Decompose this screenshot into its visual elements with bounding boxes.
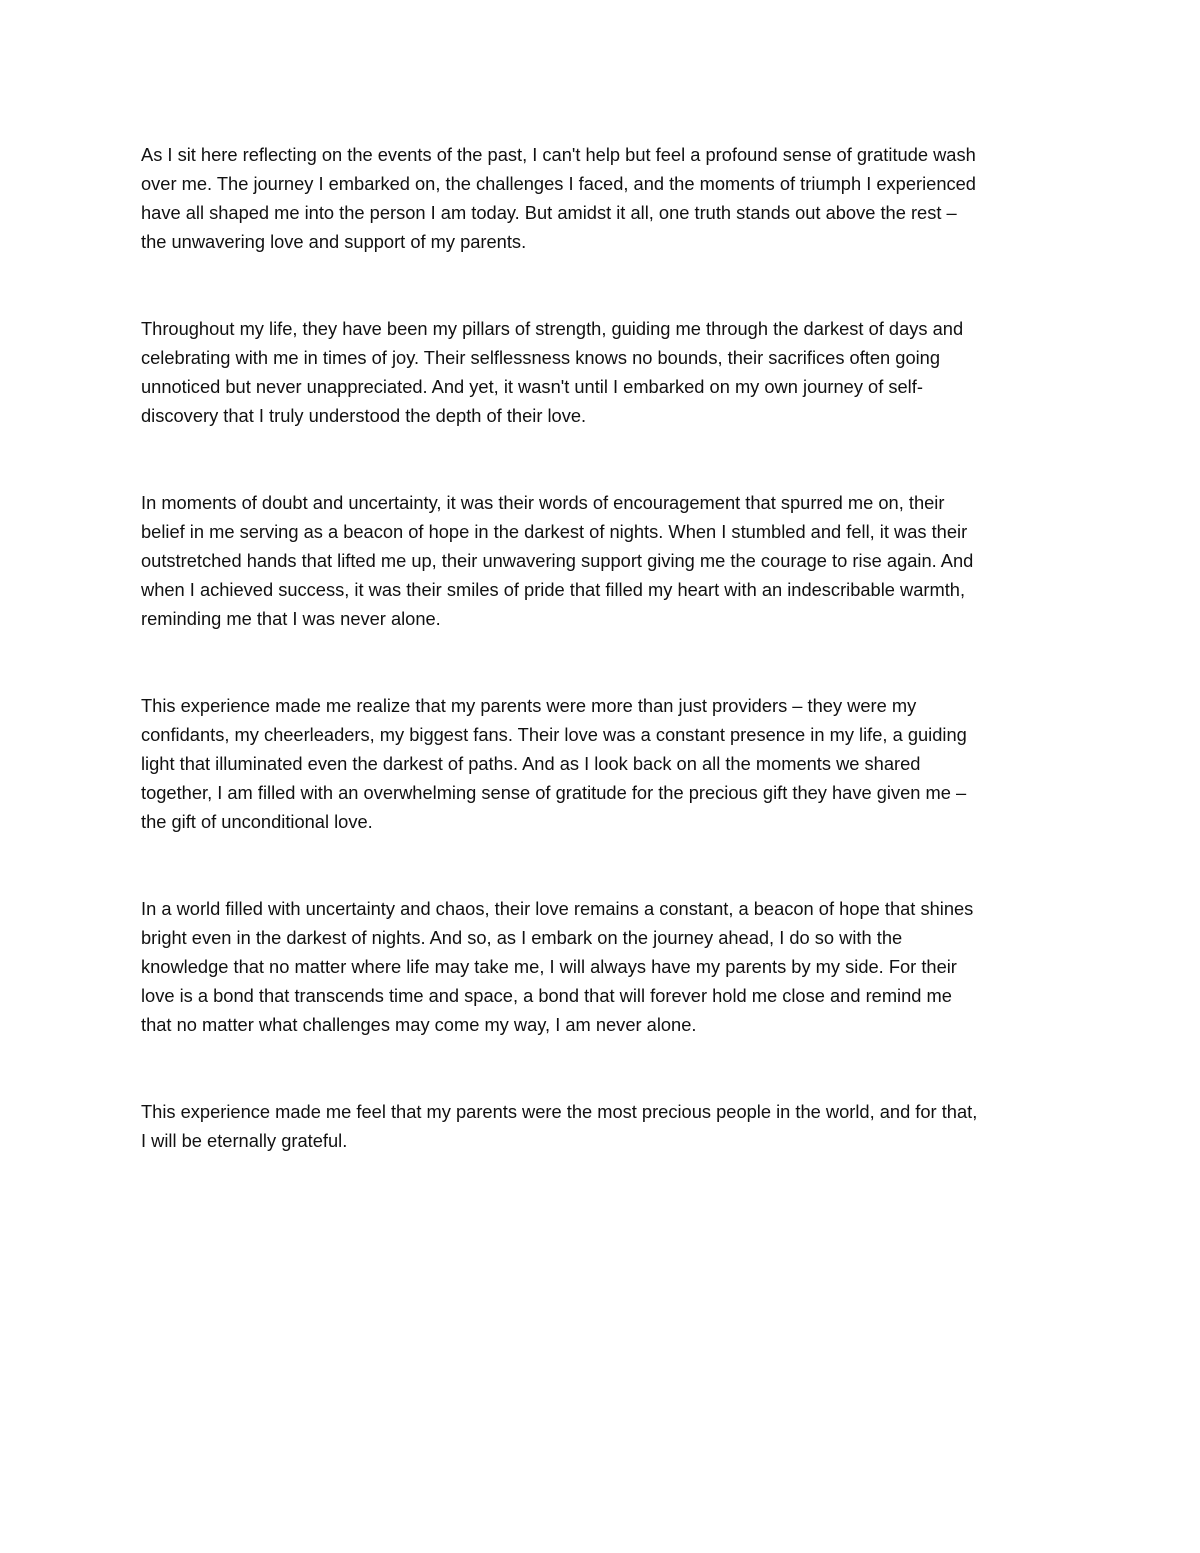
text-line: belief in me serving as a beacon of hope in the darkest of nights. When I stumbled and fell, it was their xyxy=(141,521,968,542)
text-line: I will be eternally grateful. xyxy=(141,1130,348,1151)
paragraph-5 xyxy=(141,894,1066,1039)
text-line: the unwavering love and support of my parents. xyxy=(141,231,527,252)
text-line: In moments of doubt and uncertainty, it was their words of encouragement that spurred me on, their xyxy=(141,492,945,513)
text-line: This experience made me realize that my parents were more than just providers – they were my xyxy=(141,695,917,716)
text-line: when I achieved success, it was their smiles of pride that filled my heart with an indescribable warmth, xyxy=(141,579,966,600)
text-line: that no matter what challenges may come my way, I am never alone. xyxy=(141,1014,697,1035)
paragraph-1 xyxy=(141,140,1066,256)
document-body xyxy=(141,140,1066,1213)
text-line: In a world filled with uncertainty and chaos, their love remains a constant, a beacon of hope that shines xyxy=(141,898,974,919)
text-line: over me. The journey I embarked on, the challenges I faced, and the moments of triumph I experienced xyxy=(141,173,976,194)
text-line: discovery that I truly understood the depth of their love. xyxy=(141,405,587,426)
text-line: have all shaped me into the person I am today. But amidst it all, one truth stands out above the rest – xyxy=(141,202,957,223)
text-line: together, I am filled with an overwhelming sense of gratitude for the precious gift they have given me – xyxy=(141,782,967,803)
paragraph-2 xyxy=(141,314,1066,430)
text-line: knowledge that no matter where life may take me, I will always have my parents by my side. For their xyxy=(141,956,957,977)
text-line: Throughout my life, they have been my pillars of strength, guiding me through the darkest of days and xyxy=(141,318,964,339)
text-line: love is a bond that transcends time and space, a bond that will forever hold me close and remind me xyxy=(141,985,952,1006)
text-line: bright even in the darkest of nights. And so, as I embark on the journey ahead, I do so with the xyxy=(141,927,903,948)
text-line: unnoticed but never unappreciated. And yet, it wasn't until I embarked on my own journey of self- xyxy=(141,376,923,397)
text-line: celebrating with me in times of joy. Their selflessness knows no bounds, their sacrifices often going xyxy=(141,347,941,368)
text-line: outstretched hands that lifted me up, their unwavering support giving me the courage to rise again. And xyxy=(141,550,974,571)
text-line: reminding me that I was never alone. xyxy=(141,608,441,629)
text-line: confidants, my cheerleaders, my biggest fans. Their love was a constant presence in my life, a guiding xyxy=(141,724,967,745)
paragraph-6 xyxy=(141,1097,1066,1155)
text-line: As I sit here reflecting on the events of the past, I can't help but feel a profound sense of gratitude wash xyxy=(141,144,976,165)
paragraph-4 xyxy=(141,691,1066,836)
paragraph-3 xyxy=(141,488,1066,633)
text-line: the gift of unconditional love. xyxy=(141,811,373,832)
text-line: This experience made me feel that my parents were the most precious people in the world, and for that, xyxy=(141,1101,978,1122)
text-line: light that illuminated even the darkest of paths. And as I look back on all the moments we shared xyxy=(141,753,921,774)
